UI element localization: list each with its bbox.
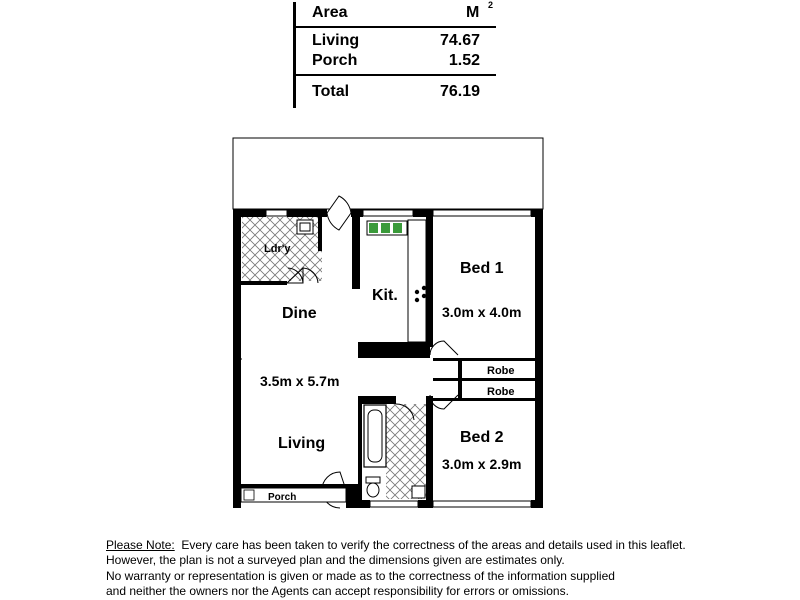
room-label-robe-1: Robe [487,365,515,377]
room-label-robe-2: Robe [487,386,515,398]
toilet-icon [366,477,380,497]
area-header-label: Area [312,4,348,21]
note-line-1 [106,538,686,553]
room-label-bed2: Bed 2 [460,429,504,446]
note-line-3: No warranty or representation is given or made as to the correctness of the information supplied [106,568,615,583]
area-total-label: Total [312,83,350,100]
area-unit-superscript: 2 [488,0,494,10]
note-line-2: However, the plan is not a surveyed plan and the dimensions given are estimates only. [106,553,565,568]
room-label-porch: Porch [268,492,297,503]
room-label-bed1: Bed 1 [460,260,504,277]
bed1-dimensions: 3.0m x 4.0m [442,304,522,320]
note-line-1-text: Every care has been taken to verify the correctness of the areas and details used in this leaflet. [174,538,686,552]
area-row-label-living: Living [312,32,360,49]
bed2-dimensions: 3.0m x 2.9m [442,456,522,472]
room-label-living: Living [278,435,326,452]
area-row-label-porch: Porch [312,52,358,69]
area-row-value-porch: 1.52 [448,52,480,69]
room-label-laundry: Ldr'y [264,243,291,255]
laundry-trough-icon [297,220,313,234]
bathroom-tiles [386,404,426,499]
room-label-dine: Dine [282,305,317,322]
note-lead: Please Note: [106,538,175,552]
kitchen-sink-icon [367,221,407,235]
living-dimensions: 3.5m x 5.7m [260,373,340,389]
area-row-value-living: 74.67 [439,32,480,49]
kitchen-bench [408,220,426,342]
area-unit: M [466,4,480,21]
bathtub-icon [364,405,386,467]
basin-icon [412,486,425,498]
area-total-value: 76.19 [439,83,480,100]
room-label-kitchen: Kit. [372,287,398,304]
disclaimer-note [106,538,686,599]
note-line-4: and neither the owners nor the Agents can accept responsibility for errors or omissions. [106,583,569,598]
balcony-outline [233,138,543,209]
